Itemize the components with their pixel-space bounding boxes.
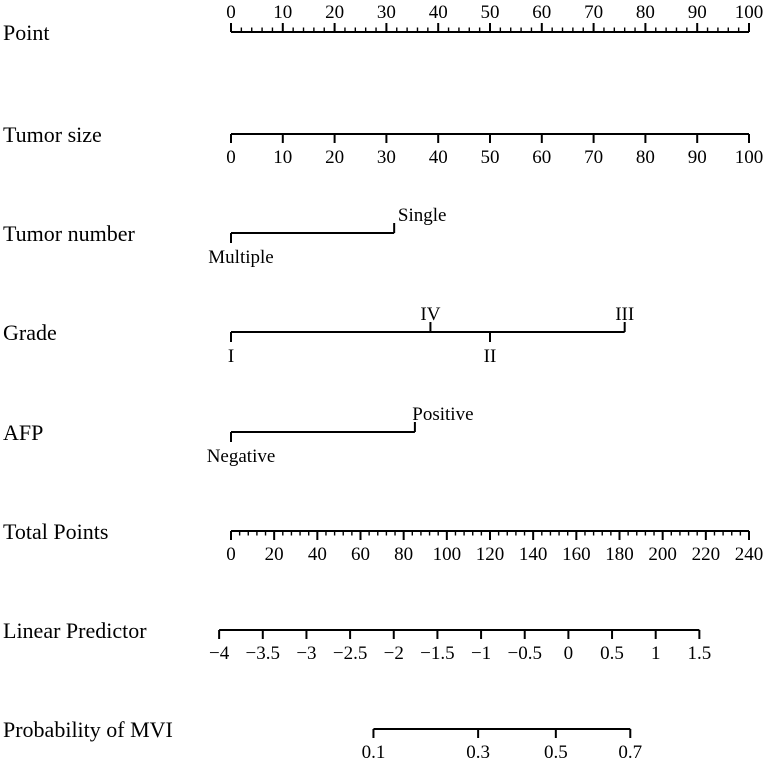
linear-predictor-tick-label-11: 1.5 xyxy=(687,643,712,664)
tumor-size-tick-label-6: 60 xyxy=(532,147,552,168)
probability-mvi-tick-label-0: 0.1 xyxy=(361,742,386,763)
tumor-number-label: Tumor number xyxy=(3,221,135,246)
tumor-size-tick-label-5: 50 xyxy=(480,147,500,168)
total-points-tick-label-12: 240 xyxy=(734,544,764,565)
linear-predictor-tick-label-7: −0.5 xyxy=(507,643,542,664)
linear-predictor-tick-label-2: −3 xyxy=(296,643,317,664)
total-points-tick-label-1: 20 xyxy=(264,544,284,565)
grade-category-0: I xyxy=(227,346,235,367)
probability-mvi-tick-label-3: 0.7 xyxy=(618,742,643,763)
linear-predictor-tick-label-5: −1.5 xyxy=(420,643,455,664)
point-tick-label-4: 40 xyxy=(428,2,448,23)
total-points-tick-label-9: 180 xyxy=(605,544,634,565)
probability-mvi-label: Probability of MVI xyxy=(3,717,173,742)
grade-category-3: III xyxy=(615,304,635,325)
tumor-size-tick-label-7: 70 xyxy=(584,147,604,168)
total-points-tick-label-5: 100 xyxy=(432,544,462,565)
point-tick-label-8: 80 xyxy=(635,2,655,23)
probability-mvi-tick-label-1: 0.3 xyxy=(466,742,491,763)
linear-predictor-tick-label-1: −3.5 xyxy=(245,643,281,664)
linear-predictor-tick-label-6: −1 xyxy=(470,643,492,664)
afp-category-0: Negative xyxy=(206,446,276,467)
tumor-size-tick-label-2: 20 xyxy=(325,147,345,168)
linear-predictor-tick-label-0: −4 xyxy=(209,643,230,664)
tumor-size-tick-label-8: 80 xyxy=(635,147,655,168)
afp-label: AFP xyxy=(3,420,44,445)
tumor-size-tick-label-10: 100 xyxy=(734,147,764,168)
tumor-size-tick-label-4: 40 xyxy=(428,147,448,168)
point-tick-label-2: 20 xyxy=(325,2,345,23)
row-probability-mvi xyxy=(3,717,642,763)
linear-predictor-tick-label-9: 0.5 xyxy=(600,643,624,664)
tumor-size-tick-label-3: 30 xyxy=(376,147,396,168)
point-tick-label-0: 0 xyxy=(226,2,236,23)
total-points-tick-label-7: 140 xyxy=(518,544,548,565)
total-points-tick-label-3: 60 xyxy=(351,544,370,565)
row-point xyxy=(3,2,763,45)
point-tick-label-7: 70 xyxy=(584,2,604,23)
total-points-tick-label-2: 40 xyxy=(307,544,327,565)
linear-predictor-tick-label-8: 0 xyxy=(563,643,574,664)
row-tumor-number xyxy=(3,205,446,268)
row-total-points xyxy=(3,519,763,565)
total-points-tick-label-0: 0 xyxy=(226,544,236,565)
row-tumor-size xyxy=(3,122,763,168)
point-tick-label-6: 60 xyxy=(532,2,552,23)
tumor-number-category-0: Multiple xyxy=(208,247,274,268)
linear-predictor-tick-label-4: −2 xyxy=(383,643,404,664)
grade-category-2: II xyxy=(483,346,497,367)
grade-label: Grade xyxy=(3,320,57,345)
linear-predictor-tick-label-10: 1 xyxy=(650,643,661,664)
total-points-tick-label-10: 200 xyxy=(648,544,677,565)
probability-mvi-tick-label-2: 0.5 xyxy=(543,742,568,763)
total-points-tick-label-4: 80 xyxy=(394,544,414,565)
point-tick-label-3: 30 xyxy=(376,2,396,23)
tumor-size-tick-label-9: 90 xyxy=(687,147,707,168)
total-points-tick-label-8: 160 xyxy=(562,544,591,565)
row-afp xyxy=(3,404,474,467)
tumor-size-tick-label-1: 10 xyxy=(273,147,293,168)
point-label: Point xyxy=(3,20,50,45)
row-linear-predictor xyxy=(3,618,711,664)
tumor-size-label: Tumor size xyxy=(3,122,102,147)
linear-predictor-label: Linear Predictor xyxy=(3,618,147,643)
afp-category-1: Positive xyxy=(412,404,474,425)
nomogram-rows xyxy=(3,2,763,763)
point-tick-label-5: 50 xyxy=(480,2,500,23)
tumor-size-tick-label-0: 0 xyxy=(226,147,236,168)
tumor-number-category-1: Single xyxy=(397,205,447,226)
row-grade xyxy=(3,304,634,367)
point-tick-label-1: 10 xyxy=(273,2,293,23)
point-tick-label-10: 100 xyxy=(734,2,764,23)
total-points-tick-label-11: 220 xyxy=(691,544,721,565)
grade-category-1: IV xyxy=(420,304,441,325)
linear-predictor-tick-label-3: −2.5 xyxy=(332,643,368,664)
point-tick-label-9: 90 xyxy=(687,2,707,23)
total-points-label: Total Points xyxy=(3,519,109,544)
total-points-tick-label-6: 120 xyxy=(475,544,505,565)
